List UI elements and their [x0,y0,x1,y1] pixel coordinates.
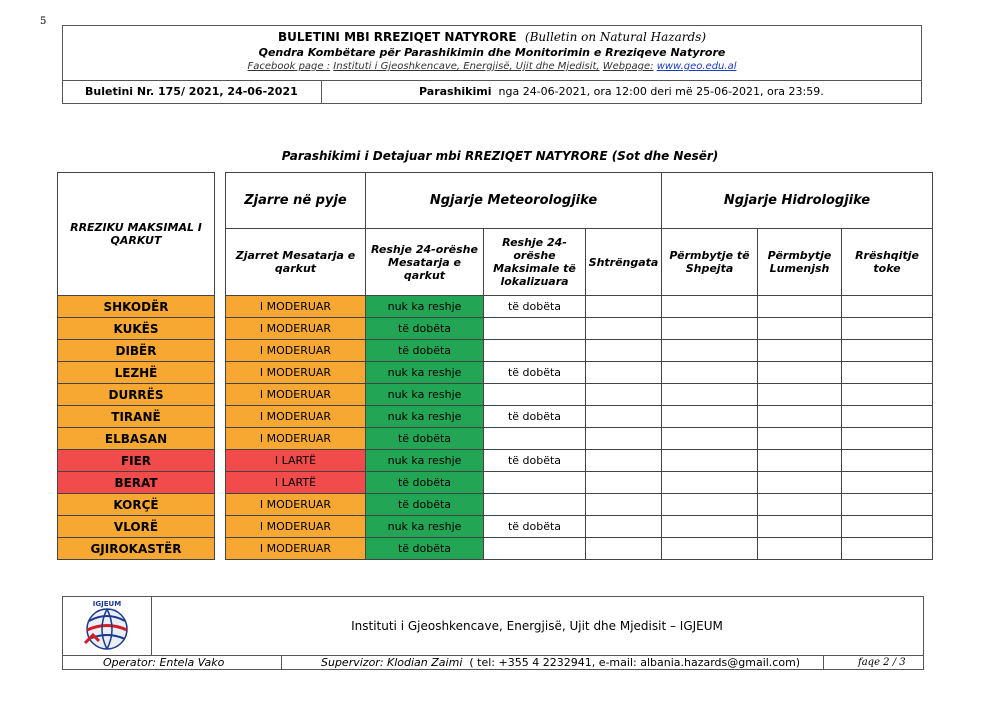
flash-flood-cell [662,362,758,384]
table-row [58,450,933,472]
landslide-cell [842,296,933,318]
fire-col-header: Zjarret Mesatarja e qarkut [226,229,366,296]
storm-cell [586,318,662,340]
landslide-cell [842,362,933,384]
flash-flood-cell [662,450,758,472]
river-flood-cell [758,384,842,406]
fire-level-cell: I MODERUAR [226,516,366,538]
landslide-cell [842,340,933,362]
table-row [58,516,933,538]
storm-cell [586,384,662,406]
forecast-dates: nga 24-06-2021, ora 12:00 deri më 25-06-2021, ora 23:59. [498,85,824,98]
gap-cell [215,428,226,450]
rain-avg-cell: të dobëta [366,538,484,560]
region-cell: KUKËS [58,318,215,340]
igjeum-logo [63,597,152,655]
forecast-period [419,85,824,98]
river-flood-cell [758,340,842,362]
fire-level-cell: I MODERUAR [226,340,366,362]
rain-avg-cell: të dobëta [366,428,484,450]
contact-info: ( tel: +355 4 2232941, e-mail: albania.hazards@gmail.com) [469,656,801,669]
rain-avg-cell: nuk ka reshje [366,406,484,428]
flash-flood-cell [662,296,758,318]
region-cell: KORÇË [58,494,215,516]
rain-max-cell: të dobëta [484,516,586,538]
region-cell: DIBËR [58,340,215,362]
flash-flood-cell [662,494,758,516]
rain-max-cell: të dobëta [484,362,586,384]
rain-avg-cell: nuk ka reshje [366,516,484,538]
river-flood-cell [758,538,842,560]
bulletin-footer [62,596,924,670]
rain-avg-cell: të dobëta [366,340,484,362]
footer-vdivider-2 [823,655,824,670]
fire-level-cell: I MODERUAR [226,428,366,450]
rain-max-cell [484,384,586,406]
rain-max-cell [484,538,586,560]
meteo-group-header: Ngjarje Meteorologjike [366,173,662,229]
table-title: Parashikimi i Detajuar mbi RREZIQET NATYRORE (Sot dhe Nesër) [281,149,719,163]
rain-max-cell [484,428,586,450]
flash-flood-cell [662,384,758,406]
operator: Operator: Entela Vako [103,656,225,669]
rain-avg-cell: nuk ka reshje [366,450,484,472]
fire-level-cell: I MODERUAR [226,384,366,406]
flash-flood-cell [662,472,758,494]
facebook-label: Facebook page : [247,61,331,72]
gap-cell [215,516,226,538]
rain-max-cell [484,340,586,362]
landslide-cell [842,494,933,516]
flash-flood-cell [662,340,758,362]
river-flood-col-header: Përmbytje Lumenjsh [758,229,842,296]
storm-col-header: Shtrëngata [586,229,662,296]
flash-flood-cell [662,318,758,340]
gap-cell [215,538,226,560]
landslide-cell [842,384,933,406]
river-flood-cell [758,428,842,450]
page-number: 5 [40,16,47,27]
storm-cell [586,362,662,384]
rain-avg-cell: nuk ka reshje [366,296,484,318]
region-cell: GJIROKASTËR [58,538,215,560]
table-row [58,472,933,494]
river-flood-cell [758,516,842,538]
gap-cell [215,472,226,494]
gap-cell [215,173,226,296]
flash-flood-cell [662,406,758,428]
hazard-table [57,172,933,560]
bulletin-number: Buletini Nr. 175/ 2021, 24-06-2021 [85,85,298,98]
gap-cell [215,318,226,340]
rain-avg-cell: nuk ka reshje [366,384,484,406]
footer-vdivider-1 [281,655,282,670]
forecast-label: Parashikimi [419,85,492,98]
gap-cell [215,494,226,516]
region-cell: FIER [58,450,215,472]
table-row [58,296,933,318]
river-flood-cell [758,296,842,318]
flash-flood-col-header: Përmbytje të Shpejta [662,229,758,296]
globe-icon [63,597,151,655]
flash-flood-cell [662,516,758,538]
landslide-cell [842,428,933,450]
region-cell: BERAT [58,472,215,494]
landslide-cell [842,472,933,494]
landslide-cell [842,538,933,560]
gap-cell [215,450,226,472]
region-cell: TIRANË [58,406,215,428]
table-row [58,318,933,340]
webpage-link[interactable]: www.geo.edu.al [656,61,737,72]
river-flood-cell [758,318,842,340]
river-flood-cell [758,450,842,472]
fire-level-cell: I MODERUAR [226,318,366,340]
bulletin-header [62,25,922,104]
river-flood-cell [758,362,842,384]
storm-cell [586,340,662,362]
rain-max-cell [484,318,586,340]
landslide-cell [842,406,933,428]
river-flood-cell [758,406,842,428]
gap-cell [215,362,226,384]
header-vdivider [321,80,322,104]
storm-cell [586,296,662,318]
river-flood-cell [758,494,842,516]
header-title: BULETINI MBI RREZIQET NATYRORE [278,30,517,44]
fire-level-cell: I MODERUAR [226,296,366,318]
rain-max-cell: të dobëta [484,296,586,318]
region-cell: LEZHË [58,362,215,384]
region-cell: ELBASAN [58,428,215,450]
landslide-col-header: Rrëshqitje toke [842,229,933,296]
storm-cell [586,450,662,472]
hydro-group-header: Ngjarje Hidrologjike [662,173,933,229]
risk-header: RREZIKU MAKSIMAL I QARKUT [58,173,215,296]
table-row [58,384,933,406]
fire-level-cell: I MODERUAR [226,406,366,428]
fire-group-header: Zjarre në pyje [226,173,366,229]
fire-level-cell: I LARTË [226,450,366,472]
landslide-cell [842,318,933,340]
webpage-label: Webpage: [602,61,654,72]
storm-cell [586,428,662,450]
landslide-cell [842,450,933,472]
header-links [63,61,921,72]
rain-avg-cell: të dobëta [366,318,484,340]
gap-cell [215,384,226,406]
table-row [58,406,933,428]
rain-avg-cell: të dobëta [366,472,484,494]
gap-cell [215,406,226,428]
rain-avg-cell: nuk ka reshje [366,362,484,384]
page-indicator: faqe 2 / 3 [858,657,906,668]
rain-max-cell: të dobëta [484,450,586,472]
storm-cell [586,472,662,494]
fire-level-cell: I MODERUAR [226,538,366,560]
rain-avg-cell: të dobëta [366,494,484,516]
header-center: Qendra Kombëtare për Parashikimin dhe Monitorimin e Rreziqeve Natyrore [258,46,726,59]
storm-cell [586,516,662,538]
table-row [58,428,933,450]
flash-flood-cell [662,538,758,560]
fire-level-cell: I LARTË [226,472,366,494]
landslide-cell [842,516,933,538]
river-flood-cell [758,472,842,494]
facebook-name[interactable]: Instituti i Gjeoshkencave, Energjisë, Ujit dhe Mjedisit, [333,61,600,72]
storm-cell [586,538,662,560]
fire-level-cell: I MODERUAR [226,362,366,384]
header-divider [63,80,921,81]
header-title-en: (Bulletin on Natural Hazards) [524,30,706,44]
logo-text: IGJEUM [92,600,122,608]
rain-max-cell [484,494,586,516]
table-row [58,494,933,516]
storm-cell [586,406,662,428]
supervisor [321,656,800,669]
rain-max-col-header: Reshje 24-orëshe Maksimale të lokalizuara [484,229,586,296]
institute-name: Instituti i Gjeoshkencave, Energjisë, Ujit dhe Mjedisit – IGJEUM [351,619,723,633]
rain-max-cell [484,472,586,494]
gap-cell [215,296,226,318]
fire-level-cell: I MODERUAR [226,494,366,516]
region-cell: DURRËS [58,384,215,406]
header-title-line [63,30,921,44]
storm-cell [586,494,662,516]
table-row [58,538,933,560]
region-cell: VLORË [58,516,215,538]
rain-max-cell: të dobëta [484,406,586,428]
region-cell: SHKODËR [58,296,215,318]
flash-flood-cell [662,428,758,450]
supervisor-name: Supervizor: Klodian Zaimi [321,656,463,669]
table-row [58,340,933,362]
gap-cell [215,340,226,362]
rain-avg-col-header: Reshje 24-orëshe Mesatarja e qarkut [366,229,484,296]
table-row [58,362,933,384]
